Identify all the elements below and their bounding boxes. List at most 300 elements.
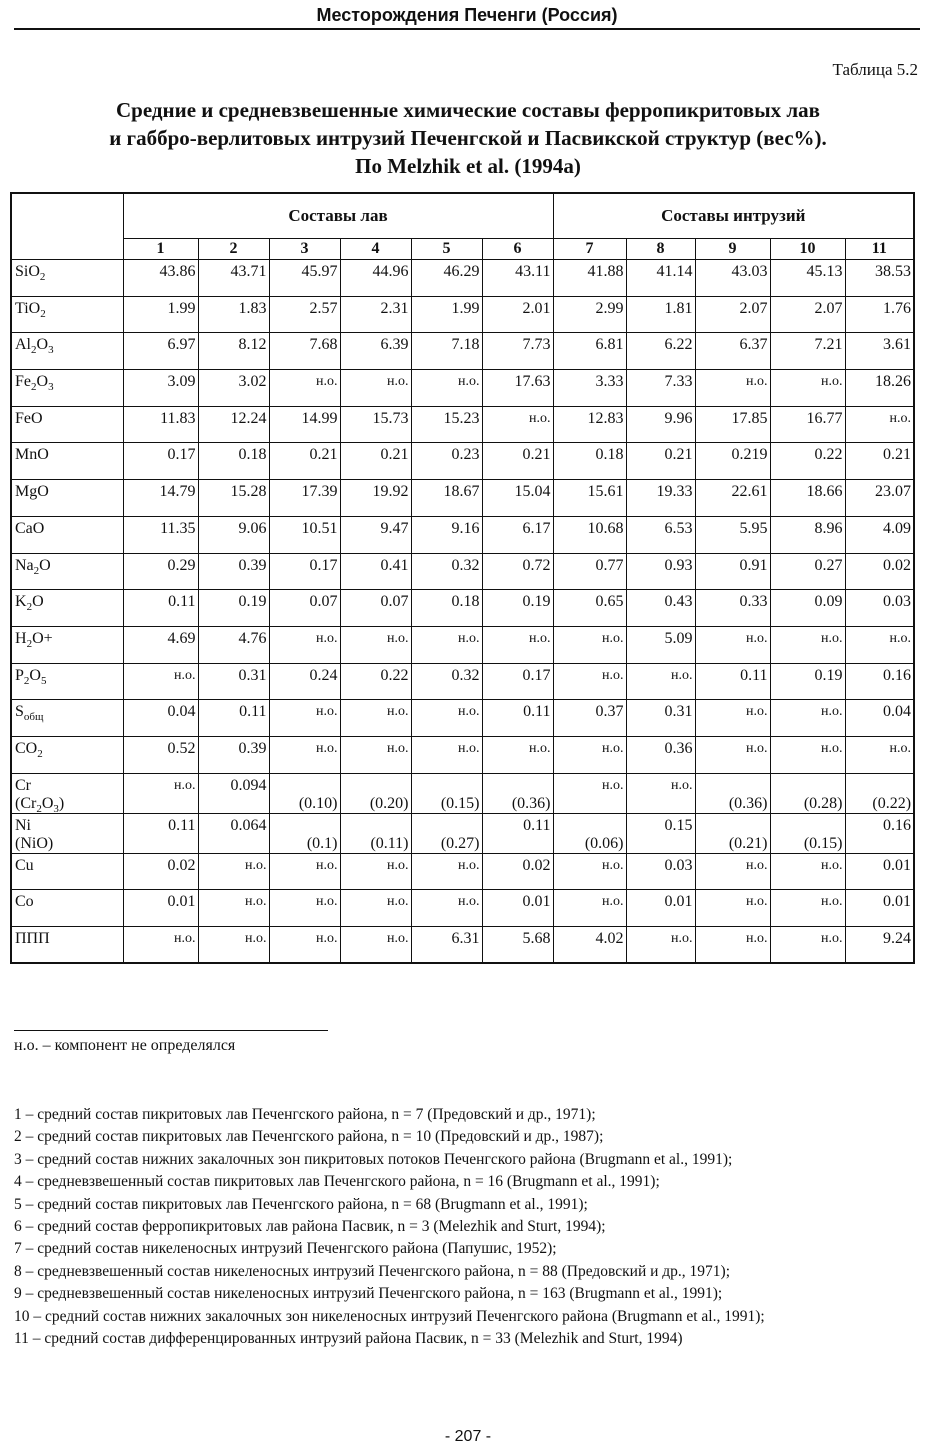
component-label: ППП — [11, 927, 123, 964]
value-cell-element — [771, 817, 843, 835]
group-header-lavas: Составы лав — [123, 193, 553, 239]
value-cell-oxide: (0.15) — [440, 794, 480, 812]
value-cell-oxide: (0.36) — [728, 794, 768, 812]
value-cell: 0.32 — [411, 663, 482, 700]
value-cell: 18.26 — [845, 370, 914, 407]
component-label: CaO — [11, 516, 123, 553]
value-cell: 4.69 — [123, 626, 198, 663]
value-cell: 3.33 — [553, 370, 626, 407]
value-cell-oxide: (0.21) — [728, 834, 768, 852]
value-cell-oxide — [124, 795, 196, 813]
value-cell-element — [412, 777, 480, 795]
value-cell: 9.16 — [411, 516, 482, 553]
value-cell: 17.63 — [482, 370, 553, 407]
table-row — [11, 626, 914, 663]
column-number: 11 — [845, 239, 914, 260]
component-label: Ni (NiO) — [11, 813, 123, 853]
value-cell-oxide: (0.10) — [298, 794, 338, 812]
legend-item: 5 – средний состав пикритовых лав Печенгского района, n = 68 (Brugmann et al., 1991); — [14, 1195, 588, 1213]
value-cell: 45.13 — [770, 260, 845, 297]
table-row — [11, 296, 914, 333]
value-cell: 15.28 — [198, 480, 269, 517]
value-cell: 0.19 — [198, 590, 269, 627]
component-label: SiO$_2$ — [11, 260, 123, 297]
value-cell: 0.18 — [553, 443, 626, 480]
legend-item: 2 – средний состав пикритовых лав Печенгского района, n = 10 (Предовский и др., 1987); — [14, 1128, 604, 1146]
value-cell: н.о. — [411, 736, 482, 773]
value-cell: 12.83 — [553, 406, 626, 443]
value-cell-element — [696, 817, 768, 835]
value-cell: 2.31 — [340, 296, 411, 333]
value-cell-element — [771, 777, 843, 795]
value-cell: н.о. — [770, 890, 845, 927]
value-cell: 5.09 — [626, 626, 695, 663]
value-cell: 23.07 — [845, 480, 914, 517]
value-cell: н.о. — [340, 890, 411, 927]
value-cell-oxide: (0.27) — [440, 834, 480, 852]
value-cell-oxide: (0.36) — [511, 794, 551, 812]
value-cell: н.о. — [411, 890, 482, 927]
value-cell-oxide — [199, 795, 267, 813]
value-cell: 1.83 — [198, 296, 269, 333]
value-cell: н.о. — [770, 626, 845, 663]
value-cell: н.о. — [340, 700, 411, 737]
value-cell: 0.18 — [198, 443, 269, 480]
value-cell: 0.39 — [198, 736, 269, 773]
value-cell: 0.219 — [695, 443, 770, 480]
legend-item: 8 – средневзвешенный состав никеленосных интрузий Печенгского района, n = 88 (Предовский и др., 1971); — [14, 1262, 731, 1280]
value-cell: н.о. — [411, 700, 482, 737]
value-cell: 0.17 — [482, 663, 553, 700]
value-cell: н.о. — [770, 927, 845, 964]
value-cell: 7.33 — [626, 370, 695, 407]
value-cell: н.о. — [123, 663, 198, 700]
value-cell: 0.22 — [770, 443, 845, 480]
value-cell: 7.21 — [770, 333, 845, 370]
value-cell — [482, 813, 553, 853]
value-cell: 0.33 — [695, 590, 770, 627]
value-cell: 0.01 — [482, 890, 553, 927]
value-cell-oxide: (0.11) — [370, 834, 409, 852]
value-cell: н.о. — [695, 853, 770, 890]
table-row — [11, 590, 914, 627]
column-number: 3 — [269, 239, 340, 260]
value-cell: 41.14 — [626, 260, 695, 297]
table-row — [11, 813, 914, 853]
value-cell: 0.41 — [340, 553, 411, 590]
value-cell: 0.09 — [770, 590, 845, 627]
value-cell: 0.17 — [269, 553, 340, 590]
value-cell: 5.68 — [482, 927, 553, 964]
value-cell — [411, 813, 482, 853]
value-cell: н.о. — [553, 626, 626, 663]
value-cell: 0.07 — [340, 590, 411, 627]
value-cell: н.о. — [269, 890, 340, 927]
value-cell — [845, 773, 914, 813]
value-cell-oxide: (0.28) — [803, 794, 843, 812]
value-cell — [626, 813, 695, 853]
value-cell: н.о. — [340, 927, 411, 964]
value-cell: 43.11 — [482, 260, 553, 297]
value-cell: 0.01 — [845, 890, 914, 927]
column-legend — [14, 1104, 920, 1350]
value-cell: 41.88 — [553, 260, 626, 297]
value-cell: н.о. — [770, 736, 845, 773]
value-cell: 0.22 — [340, 663, 411, 700]
value-cell: 1.76 — [845, 296, 914, 333]
legend-item: 6 – средний состав ферропикритовых лав района Пасвик, n = 3 (Melezhik and Sturt, 1994); — [14, 1218, 606, 1236]
value-cell: 14.99 — [269, 406, 340, 443]
value-cell-oxide — [846, 835, 912, 853]
value-cell-element: 0.15 — [664, 816, 693, 834]
value-cell-oxide — [627, 835, 693, 853]
legend-item: 9 – средневзвешенный состав никеленосных интрузий Печенгского района, n = 163 (Brugmann et al., 1991); — [14, 1285, 723, 1303]
value-cell: 0.04 — [123, 700, 198, 737]
value-cell: н.о. — [269, 853, 340, 890]
table-title-line: и габбро-верлитовых интрузий Печенгской и Пасвикской структур (вес%). — [109, 126, 827, 150]
value-cell: 0.01 — [123, 890, 198, 927]
value-cell-element — [554, 817, 624, 835]
table-row — [11, 516, 914, 553]
value-cell — [340, 813, 411, 853]
value-cell: н.о. — [626, 927, 695, 964]
component-label: Cu — [11, 853, 123, 890]
value-cell-oxide: (0.22) — [872, 794, 912, 812]
value-cell — [198, 813, 269, 853]
value-cell-oxide — [124, 835, 196, 853]
value-cell: н.о. — [553, 663, 626, 700]
value-cell: н.о. — [695, 736, 770, 773]
footnote-nd: н.о. – компонент не определялся — [14, 1037, 236, 1054]
value-cell: 10.51 — [269, 516, 340, 553]
value-cell: 19.33 — [626, 480, 695, 517]
composition-table — [10, 192, 915, 964]
value-cell: 7.68 — [269, 333, 340, 370]
value-cell-element: 0.094 — [230, 776, 267, 794]
value-cell: 6.53 — [626, 516, 695, 553]
value-cell: н.о. — [553, 736, 626, 773]
value-cell: 0.07 — [269, 590, 340, 627]
value-cell-oxide — [483, 835, 551, 853]
running-head: Месторождения Печенги (Россия) — [14, 2, 920, 30]
value-cell: 2.07 — [695, 296, 770, 333]
value-cell-element: н.о. — [602, 777, 624, 793]
value-cell: н.о. — [411, 370, 482, 407]
value-cell — [553, 813, 626, 853]
value-cell: 6.37 — [695, 333, 770, 370]
value-cell: 0.37 — [553, 700, 626, 737]
value-cell: 0.01 — [626, 890, 695, 927]
table-label: Таблица 5.2 — [832, 60, 918, 79]
value-cell: 43.86 — [123, 260, 198, 297]
value-cell: н.о. — [340, 370, 411, 407]
value-cell-element: н.о. — [174, 777, 196, 793]
value-cell: 0.52 — [123, 736, 198, 773]
table-row — [11, 333, 914, 370]
component-label: MgO — [11, 480, 123, 517]
value-cell: 0.91 — [695, 553, 770, 590]
value-cell: 46.29 — [411, 260, 482, 297]
value-cell: н.о. — [340, 736, 411, 773]
value-cell: 0.29 — [123, 553, 198, 590]
value-cell: 2.07 — [770, 296, 845, 333]
value-cell: 0.21 — [626, 443, 695, 480]
value-cell: 0.17 — [123, 443, 198, 480]
table-row — [11, 853, 914, 890]
value-cell: 6.22 — [626, 333, 695, 370]
value-cell-oxide — [627, 795, 693, 813]
value-cell: 8.96 — [770, 516, 845, 553]
value-cell: н.о. — [553, 853, 626, 890]
column-number: 9 — [695, 239, 770, 260]
value-cell: 0.21 — [845, 443, 914, 480]
component-label: FeO — [11, 406, 123, 443]
value-cell: н.о. — [845, 736, 914, 773]
value-cell: 0.39 — [198, 553, 269, 590]
value-cell: 0.24 — [269, 663, 340, 700]
value-cell: н.о. — [553, 890, 626, 927]
value-cell: 6.97 — [123, 333, 198, 370]
value-cell: 9.47 — [340, 516, 411, 553]
value-cell: н.о. — [695, 700, 770, 737]
value-cell: 1.99 — [411, 296, 482, 333]
value-cell: 0.65 — [553, 590, 626, 627]
value-cell: 0.21 — [482, 443, 553, 480]
value-cell: 6.39 — [340, 333, 411, 370]
column-number: 1 — [123, 239, 198, 260]
column-number: 6 — [482, 239, 553, 260]
component-label: $H_2O+$ — [11, 626, 123, 663]
value-cell: 18.66 — [770, 480, 845, 517]
value-cell: 6.81 — [553, 333, 626, 370]
table-row — [11, 406, 914, 443]
value-cell: 3.02 — [198, 370, 269, 407]
value-cell: 0.02 — [482, 853, 553, 890]
value-cell: 12.24 — [198, 406, 269, 443]
component-label: $Fe_2O_3$ — [11, 370, 123, 407]
value-cell-oxide — [199, 835, 267, 853]
value-cell — [770, 773, 845, 813]
value-cell: 16.77 — [770, 406, 845, 443]
value-cell: 17.85 — [695, 406, 770, 443]
value-cell: 5.95 — [695, 516, 770, 553]
value-cell-element: 0.064 — [230, 816, 267, 834]
component-label: $Al_2O_3$ — [11, 333, 123, 370]
value-cell: 0.32 — [411, 553, 482, 590]
value-cell: 3.09 — [123, 370, 198, 407]
value-cell: 0.03 — [626, 853, 695, 890]
value-cell: 0.43 — [626, 590, 695, 627]
value-cell: н.о. — [482, 626, 553, 663]
value-cell-element — [270, 817, 338, 835]
value-cell: 38.53 — [845, 260, 914, 297]
value-cell: н.о. — [269, 626, 340, 663]
value-cell-oxide — [554, 795, 624, 813]
component-label: $CO_2$ — [11, 736, 123, 773]
value-cell: 19.92 — [340, 480, 411, 517]
value-cell: н.о. — [770, 700, 845, 737]
value-cell: 10.68 — [553, 516, 626, 553]
value-cell: н.о. — [482, 736, 553, 773]
component-label: MnO — [11, 443, 123, 480]
value-cell: 43.03 — [695, 260, 770, 297]
value-cell — [695, 813, 770, 853]
component-label: Co — [11, 890, 123, 927]
value-cell-element — [483, 777, 551, 795]
value-cell: 0.19 — [770, 663, 845, 700]
value-cell: н.о. — [695, 890, 770, 927]
value-cell: н.о. — [340, 626, 411, 663]
value-cell: н.о. — [198, 927, 269, 964]
table-row — [11, 890, 914, 927]
value-cell: 43.71 — [198, 260, 269, 297]
value-cell: 0.72 — [482, 553, 553, 590]
column-number: 2 — [198, 239, 269, 260]
value-cell: 0.02 — [123, 853, 198, 890]
value-cell: 0.31 — [626, 700, 695, 737]
value-cell: 9.24 — [845, 927, 914, 964]
value-cell: 0.19 — [482, 590, 553, 627]
value-cell-oxide: (0.1) — [306, 834, 338, 852]
value-cell: 1.99 — [123, 296, 198, 333]
value-cell — [626, 773, 695, 813]
value-cell: 17.39 — [269, 480, 340, 517]
value-cell: 0.18 — [411, 590, 482, 627]
legend-item: 11 – средний состав дифференцированных интрузий района Пасвик, n = 33 (Melezhik and Sturt, 1994) — [14, 1330, 683, 1348]
value-cell: 0.11 — [482, 700, 553, 737]
value-cell-element: н.о. — [671, 777, 693, 793]
component-label: Cr $(Cr_2O_3)$ — [11, 773, 123, 813]
value-cell: 0.11 — [198, 700, 269, 737]
value-cell: н.о. — [695, 626, 770, 663]
value-cell-element: 0.11 — [523, 816, 551, 834]
table-row — [11, 443, 914, 480]
component-label: $K_2O$ — [11, 590, 123, 627]
table-title-line: Средние и средневзвешенные химические составы ферропикритовых лав — [115, 98, 820, 122]
value-cell: н.о. — [626, 663, 695, 700]
value-cell: 1.81 — [626, 296, 695, 333]
value-cell-element — [412, 817, 480, 835]
value-cell-element: 0.11 — [168, 816, 196, 834]
value-cell — [411, 773, 482, 813]
value-cell: 6.17 — [482, 516, 553, 553]
value-cell-element — [341, 777, 409, 795]
footnote-rule — [14, 1030, 328, 1031]
value-cell: н.о. — [411, 626, 482, 663]
value-cell: н.о. — [482, 406, 553, 443]
value-cell-oxide: (0.20) — [369, 794, 409, 812]
value-cell: 15.04 — [482, 480, 553, 517]
value-cell: 45.97 — [269, 260, 340, 297]
value-cell — [123, 813, 198, 853]
value-cell-element — [696, 777, 768, 795]
table-row — [11, 700, 914, 737]
page-number: - 207 - — [444, 1428, 492, 1445]
value-cell: н.о. — [269, 370, 340, 407]
column-number: 7 — [553, 239, 626, 260]
value-cell: н.о. — [269, 700, 340, 737]
value-cell: н.о. — [770, 853, 845, 890]
table-row — [11, 736, 914, 773]
value-cell — [553, 773, 626, 813]
value-cell: н.о. — [411, 853, 482, 890]
value-cell: 7.73 — [482, 333, 553, 370]
value-cell-element — [846, 777, 912, 795]
column-number: 5 — [411, 239, 482, 260]
value-cell — [340, 773, 411, 813]
value-cell — [845, 813, 914, 853]
table-row — [11, 370, 914, 407]
value-cell: н.о. — [770, 370, 845, 407]
value-cell-element: 0.16 — [883, 816, 912, 834]
value-cell: 0.03 — [845, 590, 914, 627]
value-cell: 0.16 — [845, 663, 914, 700]
legend-item: 3 – средний состав нижних закалочных зон пикритовых потоков Печенгского района (Brugmann et al., 1991); — [14, 1150, 733, 1168]
value-cell: 15.23 — [411, 406, 482, 443]
value-cell: н.о. — [123, 927, 198, 964]
value-cell: 0.21 — [340, 443, 411, 480]
legend-item: 10 – средний состав нижних закалочных зон никеленосных интрузий Печенгского района (Brugmann et al., 1991); — [14, 1307, 765, 1325]
value-cell: 15.61 — [553, 480, 626, 517]
value-cell: 0.01 — [845, 853, 914, 890]
value-cell: 18.67 — [411, 480, 482, 517]
value-cell — [269, 773, 340, 813]
legend-item: 1 – средний состав пикритовых лав Печенгского района, n = 7 (Предовский и др., 1971); — [14, 1106, 596, 1123]
value-cell: 2.99 — [553, 296, 626, 333]
value-cell: 0.02 — [845, 553, 914, 590]
value-cell: 0.31 — [198, 663, 269, 700]
value-cell: 0.04 — [845, 700, 914, 737]
legend-item: 7 – средний состав никеленосных интрузий Печенгского района (Папушис, 1952); — [14, 1240, 557, 1258]
column-number: 8 — [626, 239, 695, 260]
value-cell: 8.12 — [198, 333, 269, 370]
table-row — [11, 773, 914, 813]
component-label: $P_2O_5$ — [11, 663, 123, 700]
value-cell — [123, 773, 198, 813]
value-cell: н.о. — [198, 890, 269, 927]
value-cell: н.о. — [695, 927, 770, 964]
value-cell — [695, 773, 770, 813]
value-cell: 11.83 — [123, 406, 198, 443]
legend-item: 4 – средневзвешенный состав пикритовых лав Печенгского района, n = 16 (Brugmann et al., 1991); — [14, 1173, 660, 1191]
component-label: TiO$_2$ — [11, 296, 123, 333]
table-row — [11, 553, 914, 590]
component-label: $Na_2O$ — [11, 553, 123, 590]
value-cell: 9.96 — [626, 406, 695, 443]
value-cell — [482, 773, 553, 813]
value-cell-element — [341, 817, 409, 835]
value-cell: 11.35 — [123, 516, 198, 553]
table-row — [11, 480, 914, 517]
value-cell: н.о. — [269, 927, 340, 964]
value-cell: 4.09 — [845, 516, 914, 553]
corner-cell — [11, 193, 123, 260]
value-cell: н.о. — [845, 406, 914, 443]
value-cell: н.о. — [269, 736, 340, 773]
value-cell — [770, 813, 845, 853]
value-cell: 4.76 — [198, 626, 269, 663]
value-cell-oxide: (0.15) — [803, 834, 843, 852]
value-cell: 0.21 — [269, 443, 340, 480]
value-cell-oxide: (0.06) — [584, 834, 624, 852]
value-cell: 22.61 — [695, 480, 770, 517]
value-cell: н.о. — [340, 853, 411, 890]
table-title-line: По Melzhik et al. (1994a) — [355, 154, 581, 178]
value-cell: 0.23 — [411, 443, 482, 480]
value-cell: 15.73 — [340, 406, 411, 443]
value-cell — [269, 813, 340, 853]
value-cell: 0.11 — [123, 590, 198, 627]
